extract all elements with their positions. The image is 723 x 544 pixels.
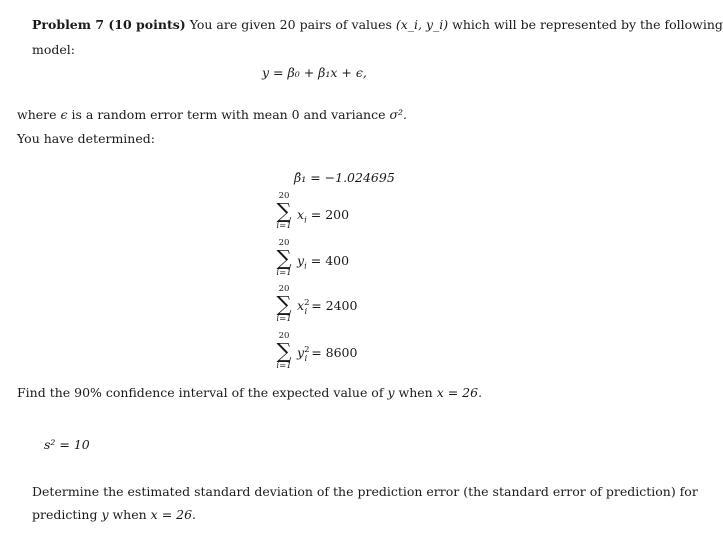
sum-x2-sigma <box>273 284 295 324</box>
variance-symbol: σ². <box>389 107 407 122</box>
question-prediction-error-line2 <box>32 507 196 522</box>
determined-label: You have determined: <box>17 131 155 146</box>
sum-x2-expr <box>297 297 358 317</box>
q1-middle: when <box>398 385 433 400</box>
sigma-symbol: ∑ <box>276 292 292 316</box>
sum-lower: i=1 <box>276 268 292 278</box>
sum-lower: i=1 <box>276 221 292 231</box>
sum-x-value: = 200 <box>310 207 350 222</box>
sum-lower: i=1 <box>276 314 292 324</box>
sum-x2-sub: i <box>304 306 308 317</box>
sum-x-sigma <box>273 191 295 231</box>
sum-y2-value: = 8600 <box>311 345 358 360</box>
sum-y-sub: i <box>304 261 307 272</box>
sum-y2-expr <box>297 344 358 364</box>
intro-after: which will be represented by the following <box>452 17 723 32</box>
q2-condition: x = 26. <box>150 507 197 522</box>
sum-lower: i=1 <box>276 361 292 371</box>
epsilon-symbol: ϵ <box>60 107 68 122</box>
q1-var: y <box>387 385 395 400</box>
sum-y2-sup: 2 <box>304 344 310 355</box>
sum-upper: 20 <box>278 331 290 341</box>
sum-x-expr <box>297 207 350 226</box>
sum-x2-sup: 2 <box>304 297 310 308</box>
sum-x-term: x <box>297 207 305 222</box>
q2-before: predicting <box>32 507 98 522</box>
sum-upper: 20 <box>278 191 290 201</box>
error-before: where <box>17 107 57 122</box>
question-confidence-interval <box>17 385 482 400</box>
intro-line2: model: <box>32 42 75 57</box>
q1-before: Find the 90% confidence interval of the expected value of <box>17 385 384 400</box>
pair-notation: (x_i, y_i) <box>395 17 449 32</box>
model-equation: y = β₀ + β₁x + ϵ, <box>262 65 367 80</box>
error-description <box>17 107 407 122</box>
sigma-symbol: ∑ <box>276 246 292 270</box>
sigma-symbol: ∑ <box>276 339 292 363</box>
q2-var: y <box>101 507 109 522</box>
sum-y-expr <box>297 253 350 272</box>
sum-x2-term: x <box>297 298 305 313</box>
beta1-estimate: β̂₁ = −1.024695 <box>294 170 395 185</box>
problem-heading: Problem 7 (10 points) <box>32 17 186 32</box>
question-prediction-error-line1: Determine the estimated standard deviation of the prediction error (the standard error of prediction) for <box>32 484 698 499</box>
sum-x-sub: i <box>304 215 307 226</box>
sum-upper: 20 <box>278 238 290 248</box>
q2-middle: when <box>112 507 147 522</box>
sum-x2-value: = 2400 <box>311 298 358 313</box>
s-squared-value: s² = 10 <box>44 437 90 452</box>
sum-y2-term: y <box>297 345 305 360</box>
sum-upper: 20 <box>278 284 290 294</box>
sum-y2-sigma <box>273 331 295 371</box>
sum-y2-sub: i <box>304 353 308 364</box>
sum-y-term: y <box>297 253 305 268</box>
sum-y-sigma <box>273 238 295 278</box>
q1-condition: x = 26. <box>436 385 483 400</box>
problem-statement <box>32 17 723 32</box>
error-after: is a random error term with mean 0 and variance <box>71 107 386 122</box>
sigma-symbol: ∑ <box>276 199 292 223</box>
sum-y-value: = 400 <box>310 253 350 268</box>
intro-before: You are given 20 pairs of values <box>189 17 392 32</box>
